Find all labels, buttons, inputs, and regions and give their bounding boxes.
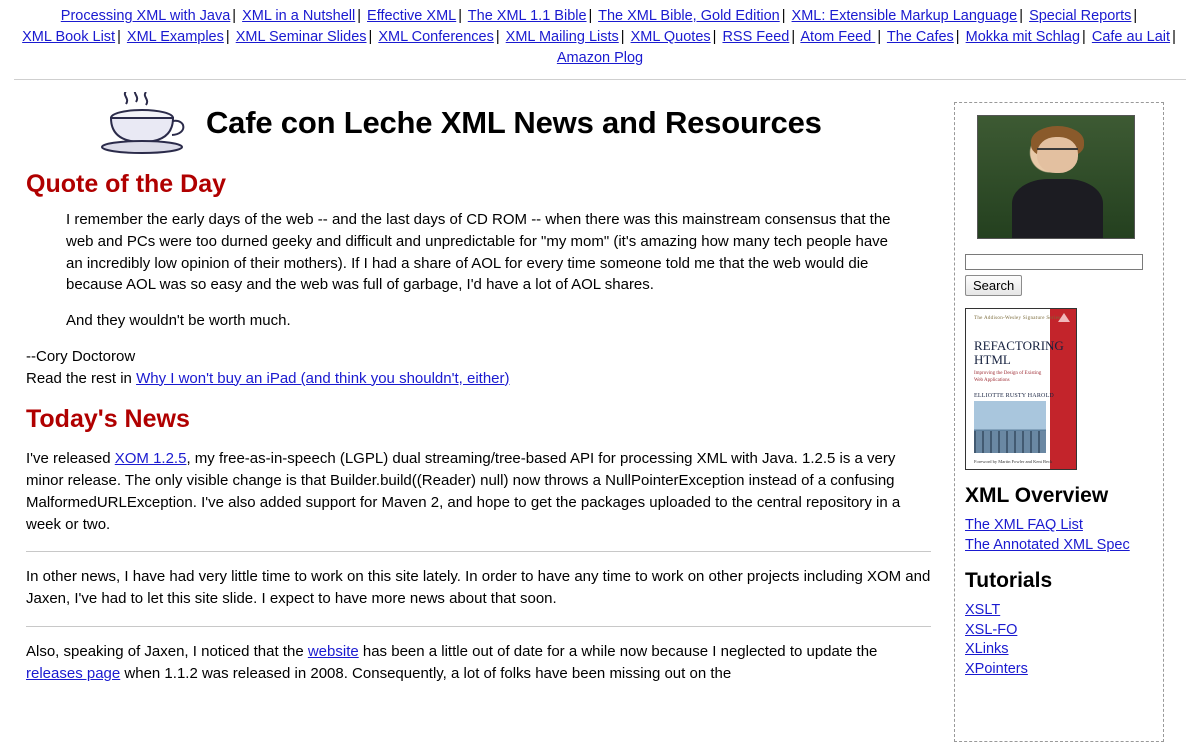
nav-link-xml-extensible-markup-language[interactable]: XML: Extensible Markup Language (791, 8, 1018, 24)
link-the-annotated-xml-spec[interactable]: The Annotated XML Spec (965, 536, 1130, 553)
read-the-rest-line (26, 368, 940, 390)
quote-of-the-day-heading: Quote of the Day (26, 170, 227, 199)
news-text: In other news, I have had very little time to work on this site lately. In order to have any time to work on other projects including XOM and Jaxen, I've had to let this site slide. I expect to have more news about that soon. (26, 568, 931, 608)
nav-link-xml-mailing-lists[interactable]: XML Mailing Lists (505, 29, 619, 46)
xom-release-link[interactable]: XOM 1.2.5 (114, 450, 187, 468)
news-text-before-link: Also, speaking of Jaxen, I noticed that the (26, 642, 308, 660)
news-text-before-link: I've released (26, 450, 115, 468)
nav-separator: | (357, 8, 361, 24)
nav-link-processing-xml-with-java[interactable]: Processing XML with Java (60, 8, 231, 24)
nav-link-special-reports[interactable]: Special Reports (1029, 8, 1132, 24)
nav-link-atom-feed[interactable]: Atom Feed (800, 29, 876, 46)
book-publisher-line: The Addison-Wesley Signature Series (974, 316, 1061, 322)
book-title-line1: REFACTORING (974, 338, 1064, 354)
nav-separator: | (1019, 8, 1024, 24)
nav-link-xml-examples[interactable]: XML Examples (126, 29, 224, 46)
nav-separator: | (225, 29, 230, 46)
quote-block (66, 209, 896, 332)
link-xsl-fo[interactable]: XSL-FO (965, 621, 1018, 638)
nav-separator: | (458, 8, 463, 24)
link-xslt[interactable]: XSLT (965, 602, 1001, 619)
nav-separator: | (368, 29, 373, 46)
nav-link-amazon-plog[interactable]: Amazon Plog (556, 50, 644, 67)
news-item-divider (26, 551, 931, 552)
nav-separator: | (712, 29, 717, 46)
news-text-after-link: when 1.1.2 was released in 2008. Consequently, a lot of folks have been missing out on the (120, 664, 732, 682)
read-the-rest-prefix: Read the rest in (26, 369, 137, 387)
nav-link-the-xml-1-1-bible[interactable]: The XML 1.1 Bible (467, 8, 587, 24)
main-content (0, 80, 940, 694)
news-item-jaxen (26, 641, 931, 685)
author-photo (977, 115, 1135, 239)
quote-attribution: --Cory Doctorow (26, 347, 136, 365)
nav-link-xml-seminar-slides[interactable]: XML Seminar Slides (235, 29, 367, 46)
news-text-after-link: , my free-as-in-speech (LGPL) dual streaming/tree-based API for processing XML with Java. 1.2.5 is a very minor release. The only visible change is that Builder.build((Reader) null) now throws a NullPointerException instead of a confusing MalformedURLException. I've also added support for Maven 2, and hope to get the packages uploaded to the central repository in a week or two. (26, 450, 901, 533)
news-item-xom-release (26, 448, 931, 535)
quote-paragraph-2: And they wouldn't be worth much. (66, 312, 291, 330)
tutorials-heading: Tutorials (965, 569, 1053, 593)
nav-separator: | (620, 29, 625, 46)
book-caption: Foreword by Martin Fowler and Kent Beck (974, 459, 1053, 465)
nav-link-mokka-mit-schlag[interactable]: Mokka mit Schlag (965, 29, 1081, 46)
nav-separator: | (791, 29, 796, 46)
link-the-xml-faq-list[interactable]: The XML FAQ List (965, 517, 1083, 534)
read-the-rest-link[interactable]: Why I won't buy an iPad (and think you shouldn't, either) (136, 369, 510, 387)
nav-separator: | (1172, 29, 1176, 46)
book-title-line2: HTML (974, 351, 1011, 367)
news-item-divider (26, 626, 931, 627)
link-xlinks[interactable]: XLinks (965, 641, 1009, 658)
nav-link-the-cafes[interactable]: The Cafes (886, 29, 954, 46)
search-form (965, 253, 1155, 296)
book-spine-bar (1050, 309, 1076, 469)
book-cover-image (974, 401, 1046, 453)
nav-link-xml-book-list[interactable]: XML Book List (22, 29, 116, 46)
book-author: ELLIOTTE RUSTY HAROLD (974, 393, 1054, 400)
sidebar (954, 102, 1164, 742)
top-navigation (0, 0, 1200, 73)
nav-separator: | (588, 8, 593, 24)
book-subtitle: Improving the Design of Existing Web Applications (974, 371, 1042, 383)
nav-link-rss-feed[interactable]: RSS Feed (722, 29, 790, 46)
xml-overview-heading: XML Overview (965, 484, 1109, 508)
nav-separator: | (232, 8, 237, 24)
quote-attribution-block (26, 346, 940, 390)
tutorial-links (965, 601, 1155, 679)
nav-separator: | (955, 29, 960, 46)
photo-glasses-shape (1037, 148, 1078, 157)
quote-paragraph-1: I remember the early days of the web -- and the last days of CD ROM -- when there was this mainstream consensus that the web and PCs were too durned geeky and difficult and unpredictable for "my mom" (it's amazing how many tech people have an incredibly low opinion of their mothers). If I had a share of AOL for every time someone told me that the web would die because AOL was so easy and the web was full of garbage, I'd have a lot of AOL shares. (66, 211, 891, 294)
book-cover-refactoring-html[interactable] (965, 308, 1077, 470)
book-title (974, 339, 1064, 366)
nav-link-xml-conferences[interactable]: XML Conferences (378, 29, 494, 46)
nav-link-xml-quotes[interactable]: XML Quotes (630, 29, 711, 46)
jaxen-website-link[interactable]: website (307, 642, 359, 660)
nav-link-effective-xml[interactable]: Effective XML (367, 8, 457, 24)
photo-body-shape (1012, 179, 1102, 239)
nav-link-cafe-au-lait[interactable]: Cafe au Lait (1091, 29, 1171, 46)
nav-separator: | (117, 29, 121, 46)
news-item-site-status (26, 566, 931, 610)
nav-separator: | (1082, 29, 1086, 46)
coffee-cup-icon (96, 92, 196, 154)
releases-page-link[interactable]: releases page (26, 664, 121, 682)
nav-separator: | (1133, 8, 1138, 24)
nav-link-xml-in-a-nutshell[interactable]: XML in a Nutshell (242, 8, 356, 24)
search-button[interactable]: Search (965, 275, 1022, 296)
todays-news-heading: Today's News (26, 405, 190, 434)
page-body (0, 80, 1200, 742)
nav-link-the-xml-bible-gold-edition[interactable]: The XML Bible, Gold Edition (598, 8, 780, 24)
xml-overview-links (965, 516, 1155, 555)
masthead (96, 92, 940, 154)
nav-separator: | (495, 29, 500, 46)
search-input[interactable] (965, 254, 1143, 270)
page-title: Cafe con Leche XML News and Resources (206, 105, 822, 141)
nav-separator: | (877, 29, 882, 46)
news-text-mid: has been a little out of date for a while now because I neglected to update the (358, 642, 878, 660)
nav-separator: | (781, 8, 786, 24)
link-xpointers[interactable]: XPointers (965, 660, 1028, 677)
